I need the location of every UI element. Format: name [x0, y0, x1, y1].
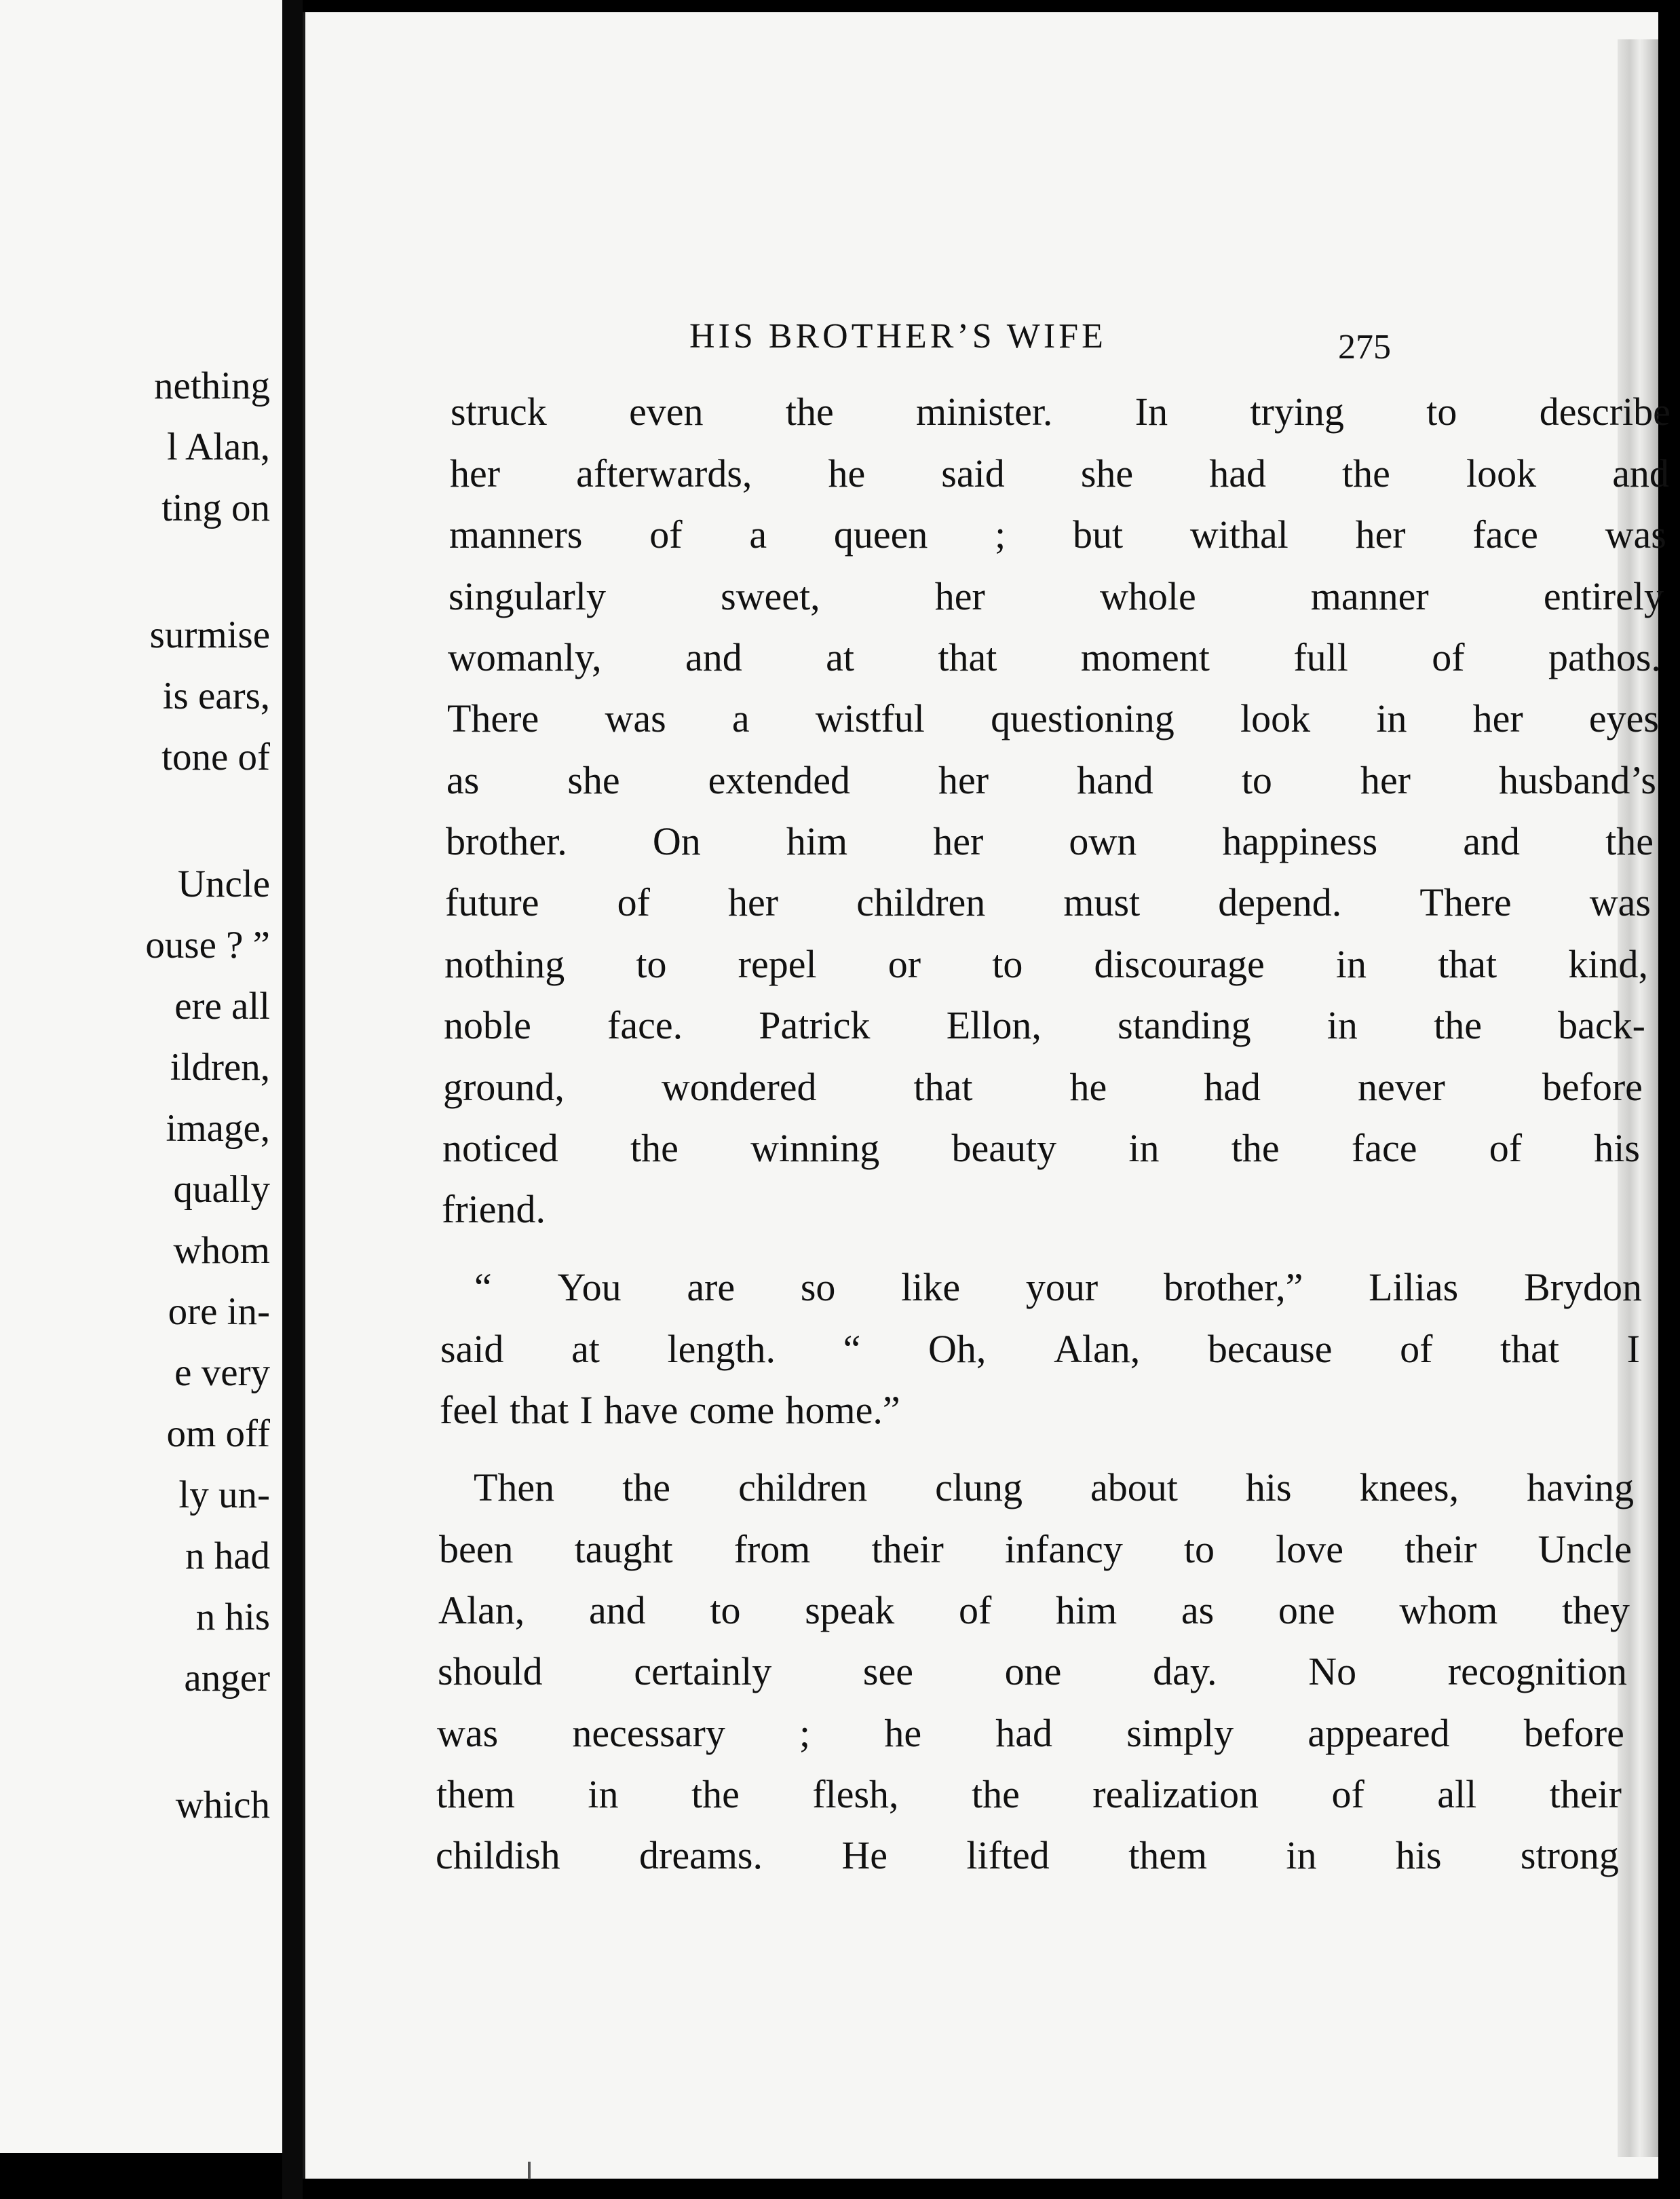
word: hand [1077, 758, 1153, 802]
text-line [437, 1711, 1624, 1755]
word: even [629, 390, 704, 434]
word: own [1069, 819, 1137, 863]
word: must [1063, 880, 1141, 924]
word: entirely [1543, 574, 1664, 618]
left-line: image, [166, 1107, 270, 1150]
word: necessary [572, 1711, 725, 1755]
left-line: qually [173, 1168, 270, 1211]
word: extended [708, 758, 850, 802]
word: but [1072, 512, 1124, 557]
word: describe [1539, 390, 1671, 434]
word: withal [1189, 512, 1288, 557]
word: minister. [916, 390, 1053, 434]
word: said [941, 451, 1005, 495]
word: a [749, 512, 767, 557]
word: Alan, [1054, 1327, 1141, 1371]
word: your [1025, 1265, 1099, 1309]
word: their [1549, 1772, 1622, 1816]
word: Oh, [928, 1327, 987, 1371]
word: that [913, 1065, 973, 1109]
word: the [1434, 1003, 1482, 1047]
word: about [1090, 1465, 1178, 1509]
word: one [1278, 1588, 1335, 1632]
word: speak [805, 1588, 895, 1632]
text-line [446, 819, 1654, 863]
word: the [1231, 1126, 1280, 1170]
word: nothing [444, 942, 565, 986]
left-line: Uncle [177, 863, 270, 905]
word: was [1589, 880, 1651, 924]
text-line [445, 880, 1651, 924]
word: Then [474, 1465, 555, 1509]
left-line: n his [195, 1596, 270, 1638]
word: certainly [634, 1649, 772, 1693]
word: to [1241, 758, 1272, 802]
word: feel [440, 1388, 499, 1432]
word: like [901, 1265, 961, 1309]
word: future [445, 880, 539, 924]
word: had [995, 1711, 1053, 1755]
word: at [826, 635, 855, 679]
word: whom [1399, 1588, 1498, 1632]
word: to [710, 1588, 741, 1632]
word: face [1351, 1126, 1417, 1170]
word: sweet, [721, 574, 820, 618]
word: recognition [1447, 1649, 1627, 1693]
word: of [649, 512, 683, 557]
word: wistful [815, 696, 925, 740]
word: them [1128, 1833, 1208, 1877]
word: his [1395, 1833, 1442, 1877]
word: to [1183, 1527, 1215, 1571]
word: On [652, 819, 701, 863]
word: full [1293, 635, 1348, 679]
word: beauty [951, 1126, 1057, 1170]
word: in [588, 1772, 619, 1816]
word: repel [738, 942, 817, 986]
word: eyes [1588, 696, 1659, 740]
word: friend. [442, 1187, 546, 1231]
word: taught [574, 1527, 673, 1571]
word: and [685, 635, 742, 679]
word: him [1055, 1588, 1118, 1632]
word: the [971, 1772, 1020, 1816]
word: have [603, 1388, 679, 1432]
word: Patrick [759, 1003, 871, 1047]
word: are [687, 1265, 736, 1309]
word: discourage [1094, 942, 1265, 986]
word: before [1542, 1065, 1643, 1109]
word: Lilias [1369, 1265, 1459, 1309]
word: before [1523, 1711, 1624, 1755]
text-line [440, 1327, 1640, 1371]
word: winning [750, 1126, 880, 1170]
word: as [446, 758, 480, 802]
word: he [1069, 1065, 1107, 1109]
word: of [958, 1588, 992, 1632]
word: queen [833, 512, 928, 557]
word: was [1605, 512, 1666, 557]
word: he [884, 1711, 922, 1755]
word: pathos. [1548, 635, 1661, 679]
left-line: which [175, 1784, 270, 1826]
text-line [444, 942, 1648, 986]
word: appeared [1307, 1711, 1450, 1755]
text-line [443, 1065, 1643, 1109]
word: flesh, [812, 1772, 899, 1816]
word: clung [935, 1465, 1023, 1509]
word: There [1419, 880, 1512, 924]
left-line: is ears, [162, 675, 270, 717]
word: their [871, 1527, 944, 1571]
word: of [617, 880, 650, 924]
word: see [862, 1649, 913, 1693]
text-line [446, 758, 1656, 802]
word: her [1360, 758, 1411, 802]
word: the [785, 390, 834, 434]
left-line: ouse ? ” [145, 924, 270, 966]
word: or [887, 942, 921, 986]
text-line [440, 1388, 1637, 1432]
word: knees, [1359, 1465, 1459, 1509]
word: one [1004, 1649, 1062, 1693]
word: infancy [1004, 1527, 1123, 1571]
word: her [1355, 512, 1406, 557]
word: had [1209, 451, 1266, 495]
word: singularly [448, 574, 606, 618]
word: at [571, 1327, 600, 1371]
left-line: surmise [149, 614, 270, 656]
word: realization [1092, 1772, 1259, 1816]
word: day. [1153, 1649, 1217, 1693]
left-line: ere all [174, 985, 270, 1028]
word: was [437, 1711, 499, 1755]
left-line: ly un- [178, 1473, 270, 1516]
word: should [438, 1649, 543, 1693]
left-page-fragment [0, 0, 284, 2153]
word: In [1134, 390, 1168, 434]
left-line: anger [184, 1657, 270, 1699]
word: struck [451, 390, 547, 434]
left-line: nething [154, 364, 270, 407]
word: manners [449, 512, 583, 557]
word: her [450, 451, 501, 495]
word: I [579, 1388, 593, 1432]
word: I [1626, 1327, 1640, 1371]
word: his [1594, 1126, 1640, 1170]
book-gutter [282, 0, 303, 2199]
text-line [449, 512, 1666, 557]
word: happiness [1222, 819, 1378, 863]
word: back- [1558, 1003, 1645, 1047]
word: his [1245, 1465, 1292, 1509]
text-line [450, 451, 1669, 495]
word: her [933, 819, 984, 863]
word: the [1342, 451, 1390, 495]
word: the [691, 1772, 740, 1816]
word: of [1400, 1327, 1433, 1371]
text-line [444, 1003, 1645, 1047]
word: from [733, 1527, 811, 1571]
text-line [474, 1465, 1634, 1509]
word: children [856, 880, 986, 924]
word: whole [1099, 574, 1196, 618]
text-line [436, 1833, 1619, 1877]
scan-artifact [528, 2162, 531, 2179]
word: said [440, 1327, 504, 1371]
word: ; [995, 512, 1006, 557]
word: in [1326, 1003, 1358, 1047]
text-line [442, 1187, 1637, 1231]
word: to [636, 942, 667, 986]
word: brother. [446, 819, 567, 863]
text-line [447, 696, 1659, 740]
left-line: tone of [161, 736, 270, 778]
word: There [447, 696, 539, 740]
word: strong [1520, 1833, 1619, 1877]
text-line [448, 574, 1664, 618]
word: as [1181, 1588, 1215, 1632]
word: had [1204, 1065, 1261, 1109]
word: questioning [991, 696, 1175, 740]
word: they [1562, 1588, 1630, 1632]
left-line: n had [185, 1535, 270, 1577]
word: having [1527, 1465, 1634, 1509]
word: that [1500, 1327, 1560, 1371]
text-line [474, 1265, 1642, 1309]
word: so [800, 1265, 836, 1309]
text-line [438, 1588, 1630, 1632]
running-head: HIS BROTHER’S WIFE [689, 317, 1107, 356]
word: of [1331, 1772, 1364, 1816]
page-number: 275 [1338, 328, 1391, 366]
left-line: ildren, [170, 1046, 270, 1089]
word: look [1240, 696, 1311, 740]
word: childish [436, 1833, 560, 1877]
word: a [731, 696, 750, 740]
left-line: om off [166, 1412, 270, 1455]
word: moment [1080, 635, 1210, 679]
word: she [567, 758, 620, 802]
word: look [1466, 451, 1537, 495]
word: “ [843, 1327, 861, 1371]
right-page [303, 12, 1671, 2179]
word: her [728, 880, 779, 924]
word: face [1472, 512, 1538, 557]
word: ; [799, 1711, 811, 1755]
word: length. [667, 1327, 776, 1371]
word: brother,” [1163, 1265, 1303, 1309]
word: her [934, 574, 985, 618]
word: of [1489, 1126, 1523, 1170]
word: depend. [1218, 880, 1342, 924]
word: He [841, 1833, 887, 1877]
word: face. [607, 1003, 683, 1047]
word: ground, [443, 1065, 565, 1109]
text-line [438, 1649, 1627, 1693]
word: her [1472, 696, 1523, 740]
word: that [1438, 942, 1497, 986]
word: Ellon, [946, 1003, 1042, 1047]
text-line [439, 1527, 1632, 1571]
word: him [786, 819, 848, 863]
word: husband’s [1499, 758, 1656, 802]
word: in [1376, 696, 1407, 740]
word: her [938, 758, 989, 802]
word: and [1612, 451, 1669, 495]
word: to [1426, 390, 1457, 434]
word: in [1335, 942, 1367, 986]
word: lifted [966, 1833, 1050, 1877]
word: No [1308, 1649, 1357, 1693]
word: “ [474, 1265, 492, 1309]
text-line [442, 1126, 1640, 1170]
word: that [938, 635, 997, 679]
text-line [448, 635, 1661, 679]
left-line: whom [173, 1229, 270, 1272]
word: to [992, 942, 1023, 986]
word: their [1405, 1527, 1477, 1571]
word: the [622, 1465, 671, 1509]
word: of [1432, 635, 1465, 679]
left-line: e very [174, 1351, 270, 1394]
word: she [1080, 451, 1134, 495]
word: dreams. [639, 1833, 763, 1877]
word: and [1463, 819, 1521, 863]
word: noticed [442, 1126, 558, 1170]
word: simply [1126, 1711, 1234, 1755]
text-line [451, 392, 1671, 432]
word: home.” [785, 1388, 900, 1432]
word: in [1128, 1126, 1160, 1170]
word: in [1286, 1833, 1317, 1877]
word: that [510, 1388, 569, 1432]
word: standing [1118, 1003, 1251, 1047]
text-line [436, 1772, 1622, 1816]
word: the [1605, 819, 1654, 863]
word: love [1276, 1527, 1343, 1571]
word: womanly, [448, 635, 602, 679]
word: because [1207, 1327, 1333, 1371]
word: come [689, 1388, 775, 1432]
word: been [439, 1527, 514, 1571]
word: Alan, [438, 1588, 525, 1632]
word: all [1437, 1772, 1477, 1816]
word: manner [1310, 574, 1429, 618]
left-line: ting on [161, 487, 270, 529]
word: afterwards, [576, 451, 752, 495]
word: children [738, 1465, 868, 1509]
word: was [605, 696, 666, 740]
word: them [436, 1772, 515, 1816]
word: You [557, 1265, 622, 1309]
word: noble [444, 1003, 531, 1047]
word: never [1358, 1065, 1445, 1109]
word: trying [1250, 390, 1344, 434]
word: kind, [1568, 942, 1648, 986]
word: he [828, 451, 866, 495]
word: and [588, 1588, 646, 1632]
word: Uncle [1538, 1527, 1632, 1571]
word: wondered [661, 1065, 817, 1109]
word: the [630, 1126, 679, 1170]
word: Brydon [1523, 1265, 1642, 1309]
left-line: l Alan, [167, 426, 270, 468]
left-line: ore in- [168, 1290, 270, 1333]
